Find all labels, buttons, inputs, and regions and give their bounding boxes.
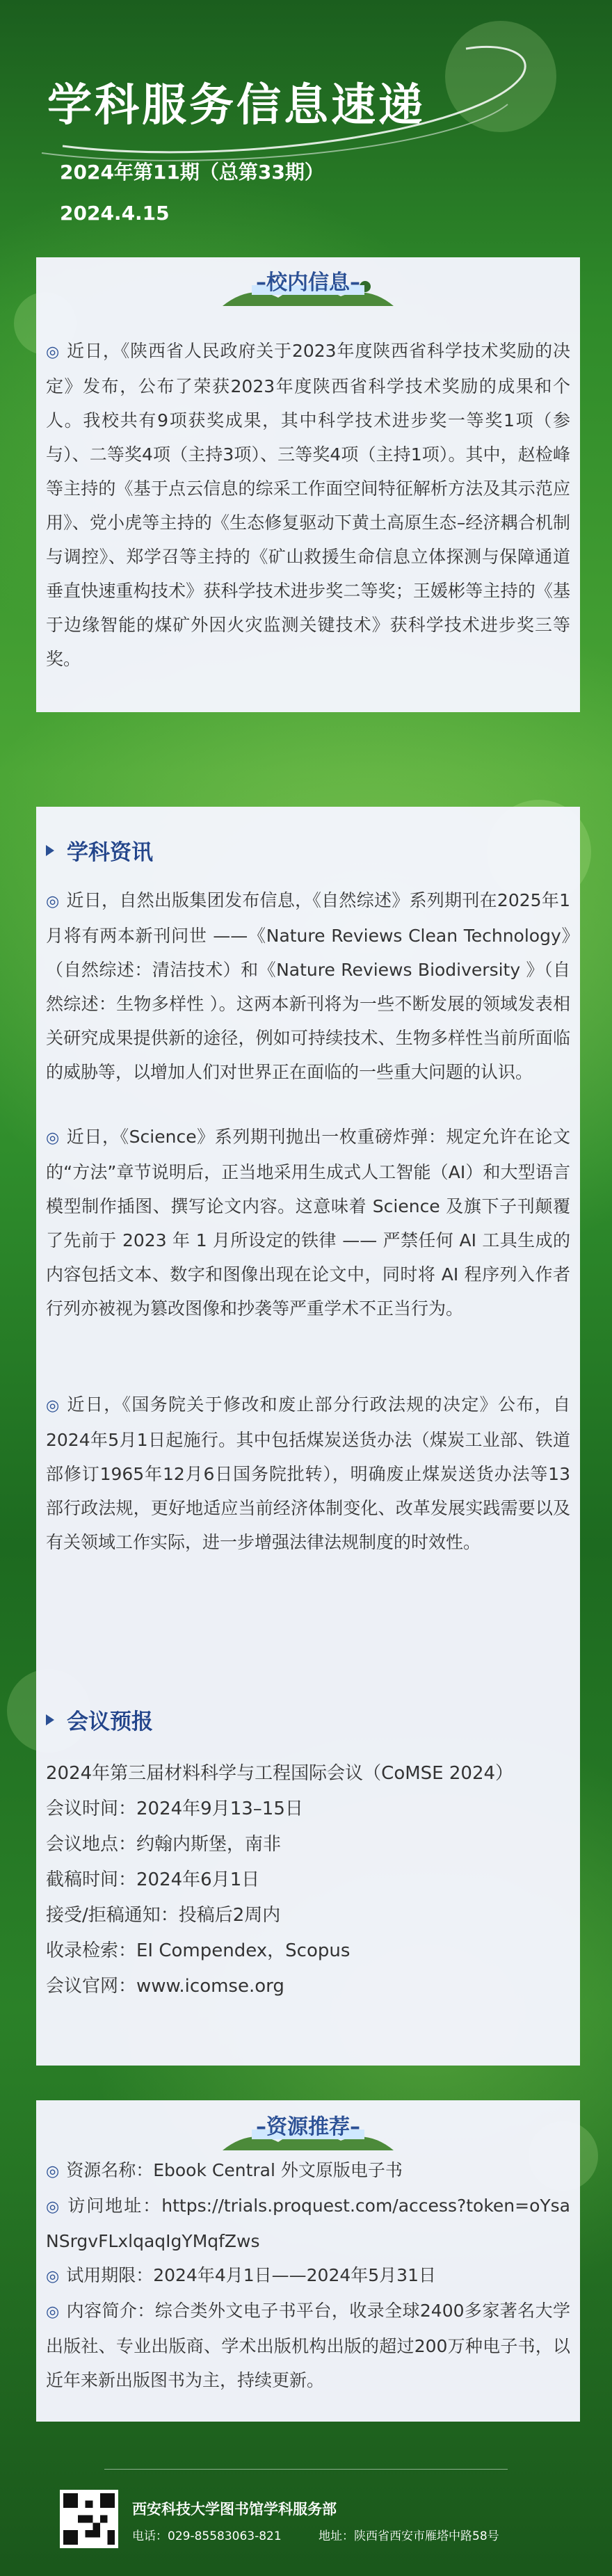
bullet-icon: ◎ bbox=[46, 344, 61, 361]
page-title: 学科服务信息速递 bbox=[47, 80, 426, 131]
bullet-icon: ◎ bbox=[46, 2303, 60, 2321]
news-text: 近日，《国务院关于修改和废止部分行政法规的决定》公布，自2024年5月1日起施行。其中包括煤炭送货办法（煤炭工业部、铁道部修订1965年12月6日国务院批转），明确废止煤炭送货办法等13部行政法规，更好地适应当前经济体制变化、改革发展实践需要以及有关领域工作实际，进一步增强法律法规制度的时效性。 bbox=[46, 1394, 570, 1552]
resource-url[interactable] bbox=[46, 2189, 570, 2258]
campus-paragraph bbox=[46, 334, 570, 676]
resource-text: 资源名称：Ebook Central 外文原版电子书 bbox=[66, 2160, 403, 2180]
issue-date: 2024.4.15 bbox=[60, 202, 170, 225]
bullet-icon: ◎ bbox=[46, 1129, 60, 1147]
footer-organization: 西安科技大学图书馆学科服务部 bbox=[132, 2501, 337, 2518]
news-item bbox=[46, 1120, 570, 1326]
conference-location: 会议地点：约翰内斯堡，南非 bbox=[46, 1834, 282, 1855]
resource-text: 内容简介：综合类外文电子书平台，收录全球2400多家著名大学出版社、专业出版商、学术出版机构出版的超过200万种电子书，以近年来新出版图书为主，持续更新。 bbox=[46, 2301, 570, 2390]
bullet-icon: ◎ bbox=[46, 2163, 60, 2180]
bullet-icon: ◎ bbox=[46, 893, 60, 910]
resources-card bbox=[36, 2100, 580, 2422]
campus-tag-label: –校内信息– bbox=[252, 271, 364, 295]
resources-section-tag bbox=[223, 2110, 394, 2150]
resource-list bbox=[46, 2153, 570, 2397]
conference-title: 2024年第三届材料科学与工程国际会议（CoMSE 2024） bbox=[46, 1763, 514, 1784]
footer-divider bbox=[104, 2469, 508, 2470]
triangle-icon bbox=[46, 1714, 54, 1725]
conference-heading-label: 会议预报 bbox=[67, 1709, 153, 1734]
resource-description bbox=[46, 2294, 570, 2397]
news-heading bbox=[46, 835, 153, 866]
bullet-icon: ◎ bbox=[46, 2198, 61, 2216]
conference-website[interactable]: 会议官网：www.icomse.org bbox=[46, 1976, 284, 1997]
campus-text: 近日，《陕西省人民政府关于2023年度陕西省科学技术奖励的决定》发布，公布了荣获2023年度陕西省科学技术奖励的成果和个人。我校共有9项获奖成果，其中科学技术进步奖一等奖1项（参与）、二等奖4项（主持3项）、三等奖4项（主持1项）。其中，赵检峰等主持的《基于点云信息的综采工作面空间特征解析方法及其示范应用》、党小虎等主持的《生态修复驱动下黄土高原生态–经济耦合机制与调控》、郑学召等主持的《矿山救援生命信息立体探测与保障通道垂直快速重构技术》获科学技术进步奖二等奖；王媛彬等主持的《基于边缘智能的煤矿外因火灾监测关键技术》获科学技术进步奖三等奖。 bbox=[46, 341, 570, 669]
resource-link[interactable]: 访问地址：https://trials.proquest.com/access?token=oYsaNSrgvFLxlqaqIgYMqfZws bbox=[46, 2196, 571, 2251]
resource-name bbox=[46, 2153, 570, 2189]
conference-indexing: 收录检索：EI Compendex，Scopus bbox=[46, 1940, 351, 1961]
footer bbox=[0, 2462, 612, 2576]
campus-info-card bbox=[36, 257, 580, 712]
issue-number: 2024年第11期（总第33期） bbox=[60, 161, 324, 184]
news-item bbox=[46, 1387, 570, 1559]
conference-time: 会议时间：2024年9月13–15日 bbox=[46, 1798, 303, 1819]
conference-heading bbox=[46, 1704, 153, 1735]
news-text: 近日，自然出版集团发布信息，《自然综述》系列期刊在2025年1月将有两本新刊问世 ——《Nature Reviews Clean Technology》（自然综述：清洁技术）和《Nature Reviews Biodiversity 》（自然综述：生物多样性 ）。这两本新刊将为一些不断发展的领域发表相关研究成果提供新的途径，例如可持续技术、生物多样性当前所面临的威胁等，以增加人们对世界正在面临的一些重大问题的认识。 bbox=[46, 890, 571, 1082]
resources-tag-label: –资源推荐– bbox=[252, 2115, 364, 2139]
subject-news-card bbox=[36, 807, 580, 2066]
conference-notification: 接受/拒稿通知：投稿后2周内 bbox=[46, 1905, 281, 1926]
campus-section-tag bbox=[223, 266, 394, 306]
header bbox=[0, 0, 612, 257]
resource-trial-period bbox=[46, 2258, 570, 2294]
news-item bbox=[46, 883, 570, 1089]
footer-address: 地址：陕西省西安市雁塔中路58号 bbox=[319, 2529, 499, 2543]
qr-code-icon[interactable] bbox=[60, 2490, 118, 2548]
bullet-icon: ◎ bbox=[46, 2268, 60, 2285]
resource-text: 试用期限：2024年4月1日——2024年5月31日 bbox=[66, 2265, 436, 2285]
triangle-icon bbox=[46, 845, 54, 856]
news-heading-label: 学科资讯 bbox=[67, 840, 153, 865]
conference-details bbox=[46, 1756, 570, 2004]
conference-deadline: 截稿时间：2024年6月1日 bbox=[46, 1869, 260, 1890]
footer-phone: 电话：029-85583063-821 bbox=[132, 2529, 282, 2543]
news-text: 近日，《Science》系列期刊抛出一枚重磅炸弹：规定允许在论文的“方法”章节说明后，正当地采用生成式人工智能（AI）和大型语言模型制作插图、撰写论文内容。这意味着 Science 及旗下子刊颠覆了先前于 2023 年 1 月所设定的铁律 —— 严禁任何 AI 工具生成的内容包括文本、数字和图像出现在论文中，同时将 AI 程序列入作者行列亦被视为篡改图像和抄袭等严重学术不正当行为。 bbox=[46, 1127, 570, 1319]
bullet-icon: ◎ bbox=[46, 1397, 61, 1415]
